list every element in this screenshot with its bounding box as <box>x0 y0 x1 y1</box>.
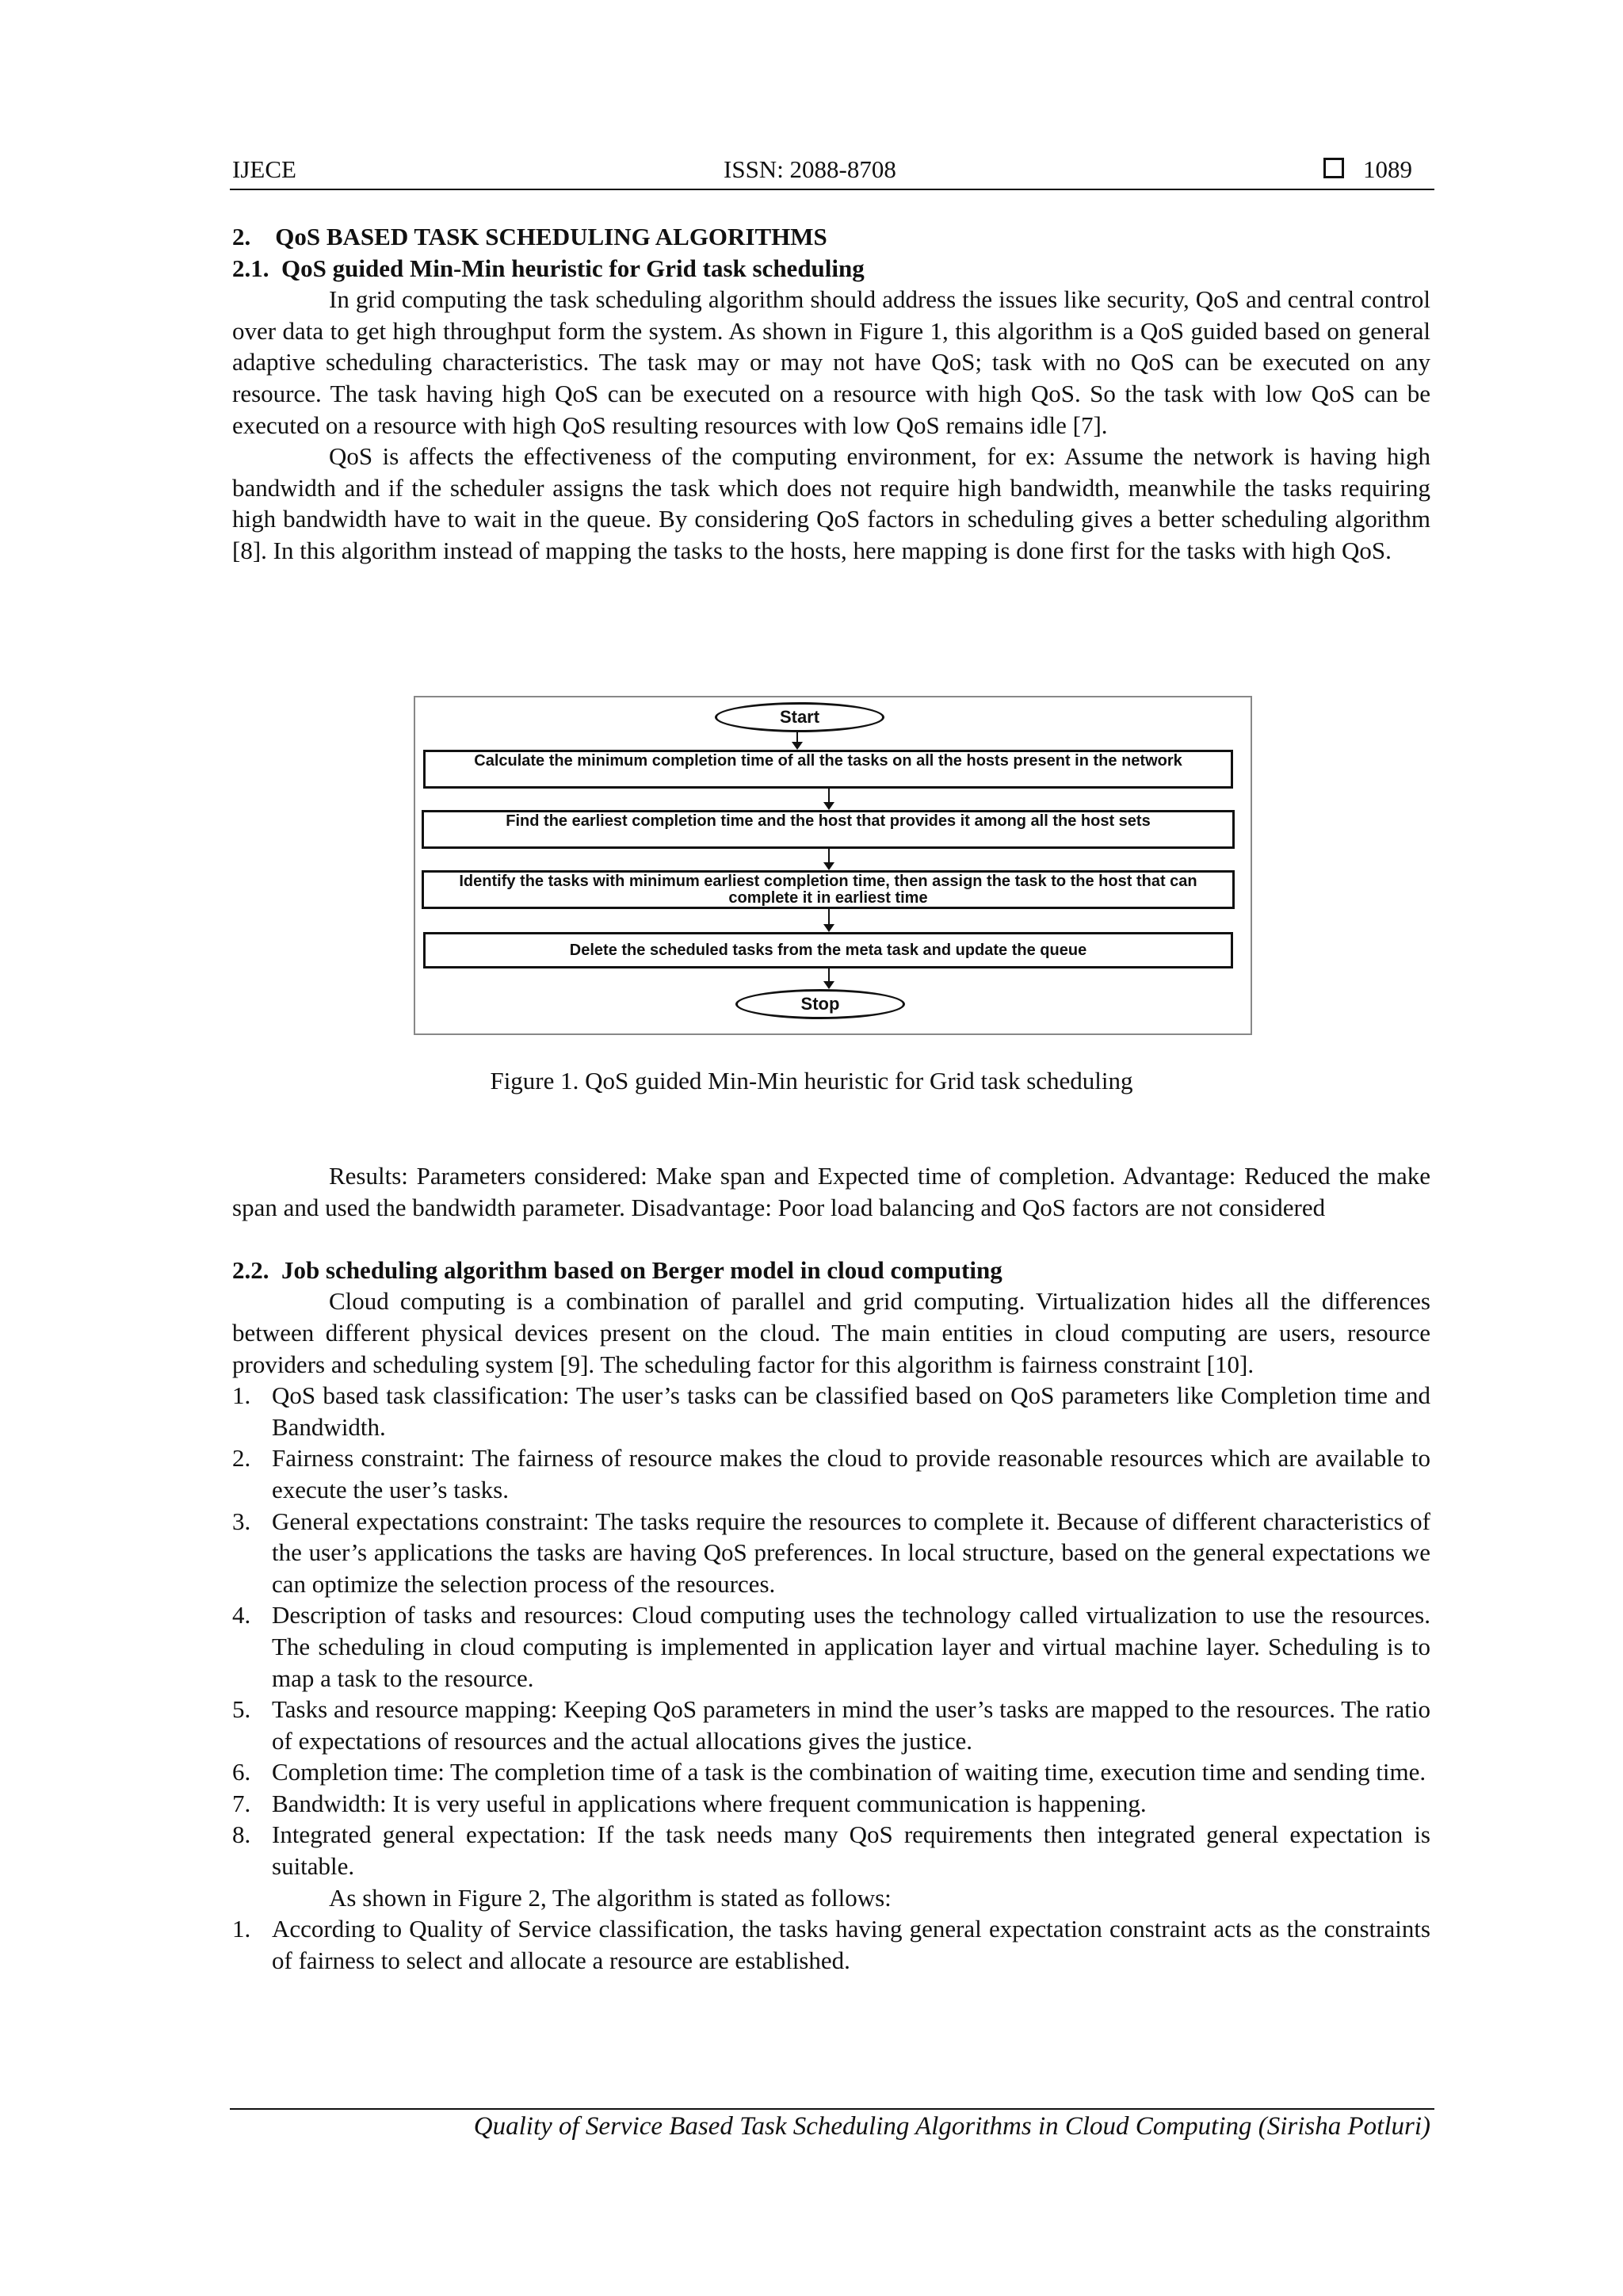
list-item: 1. According to Quality of Service classification, the tasks having general expectation constraint acts as the constraints of fairness to select and allocate a resource are established. <box>232 1915 1430 1974</box>
flow-arrow <box>796 731 798 748</box>
flow-step: Calculate the minimum completion time of all the tasks on all the hosts present in the network <box>423 750 1233 789</box>
header-rule <box>230 189 1434 190</box>
issn: ISSN: 2088-8708 <box>724 155 896 183</box>
running-header <box>232 155 1433 190</box>
results-paragraph: Results: Parameters considered: Make span and Expected time of completion. Advantage: Reduced the make span and used the bandwidth parameter. Disadvantage: Poor load balancing and QoS factors are not considered <box>232 1162 1430 1221</box>
flow-arrow <box>828 968 830 988</box>
subsection-2-2-heading: 2.2. Job scheduling algorithm based on Berger model in cloud computing <box>232 1255 1002 1284</box>
spacer <box>232 1223 1430 1255</box>
list-item: 6. Completion time: The completion time of a task is the combination of waiting time, execution time and sending time. <box>232 1758 1426 1786</box>
flow-arrow <box>828 908 830 930</box>
figure-1-caption: Figure 1. QoS guided Min-Min heuristic for Grid task scheduling <box>490 1067 1133 1095</box>
footer-rule <box>230 2108 1434 2110</box>
list-item: 3. General expectations constraint: The tasks require the resources to complete it. Because of different characteristics of the user’s applications the tasks are having QoS preferences. In local structure, based on the general expectations we can optimize the selection process of the resources. <box>232 1507 1430 1598</box>
flow-start: Start <box>715 702 884 732</box>
list-item: 1. QoS based task classification: The user’s tasks can be classified based on QoS parameters like Completion time and Bandwidth. <box>232 1381 1430 1441</box>
paragraph: Cloud computing is a combination of parallel and grid computing. Virtualization hides all the differences between different physical devices present on the cloud. The main entities in cloud computing are users, resource providers and scheduling system [9]. The scheduling factor for this algorithm is fairness constraint [10]. <box>232 1287 1430 1378</box>
criteria-list <box>232 1380 1430 1882</box>
page-number: 1089 <box>1363 155 1412 183</box>
flow-arrow <box>828 788 830 808</box>
figure-1-flowchart <box>414 696 1252 1035</box>
flow-stop: Stop <box>735 989 905 1019</box>
flow-step: Delete the scheduled tasks from the meta task and update the queue <box>423 932 1233 968</box>
algorithm-steps-list <box>232 1913 1430 1976</box>
subsection-2-1-heading: 2.1. QoS guided Min-Min heuristic for Grid task scheduling <box>232 254 865 282</box>
flow-step: Identify the tasks with minimum earliest completion time, then assign the task to the host that can complete it in earliest time <box>422 870 1235 909</box>
paragraph: In grid computing the task scheduling algorithm should address the issues like security, QoS and central control over data to get high throughput form the system. As shown in Figure 1, this algorithm is a QoS guided based on general adaptive scheduling characteristics. The task may or may not have QoS; task with no QoS can be executed on any resource. The task having high QoS can be executed on a resource with high QoS. So the task with low QoS can be executed on a resource with high QoS resulting resources with low QoS remains idle [7]. <box>232 285 1430 439</box>
paragraph: As shown in Figure 2, The algorithm is stated as follows: <box>329 1883 892 1912</box>
running-footer: Quality of Service Based Task Scheduling Algorithms in Cloud Computing (Sirisha Potluri) <box>473 2112 1430 2141</box>
list-item: 2. Fairness constraint: The fairness of resource makes the cloud to provide reasonable resources which are available to execute the user’s tasks. <box>232 1444 1430 1503</box>
list-item: 5. Tasks and resource mapping: Keeping QoS parameters in mind the user’s tasks are mapped to the resources. The ratio of expectations of resources and the actual allocations gives the justice. <box>232 1695 1430 1755</box>
section-2-2 <box>232 1160 1430 1976</box>
list-item: 7. Bandwidth: It is very useful in applications where frequent communication is happening. <box>232 1789 1147 1817</box>
list-item: 8. Integrated general expectation: If the task needs many QoS requirements then integrated general expectation is suitable. <box>232 1820 1430 1881</box>
list-item: 4. Description of tasks and resources: Cloud computing uses the technology called virtualization to use the resources. The scheduling in cloud computing is implemented in application layer and virtual machine layer. Scheduling is to map a task to the resource. <box>232 1601 1430 1692</box>
section-heading: 2. QoS BASED TASK SCHEDULING ALGORITHMS <box>232 223 827 250</box>
section-2-1 <box>232 221 1430 567</box>
page-number-block <box>1323 155 1412 184</box>
journal-name: IJECE <box>232 155 296 183</box>
flow-arrow <box>828 848 830 869</box>
flow-step: Find the earliest completion time and the host that provides it among all the host sets <box>422 810 1235 849</box>
paragraph: QoS is affects the effectiveness of the computing environment, for ex: Assume the network is having high bandwidth and if the scheduler assigns the task which does not require high bandwidth, meanwhile the tasks requiring high bandwidth have to wait in the queue. By considering QoS factors in scheduling gives a better scheduling algorithm [8]. In this algorithm instead of mapping the tasks to the hosts, here mapping is done first for the tasks with high QoS. <box>232 442 1430 564</box>
checkbox-square-icon <box>1323 158 1344 178</box>
